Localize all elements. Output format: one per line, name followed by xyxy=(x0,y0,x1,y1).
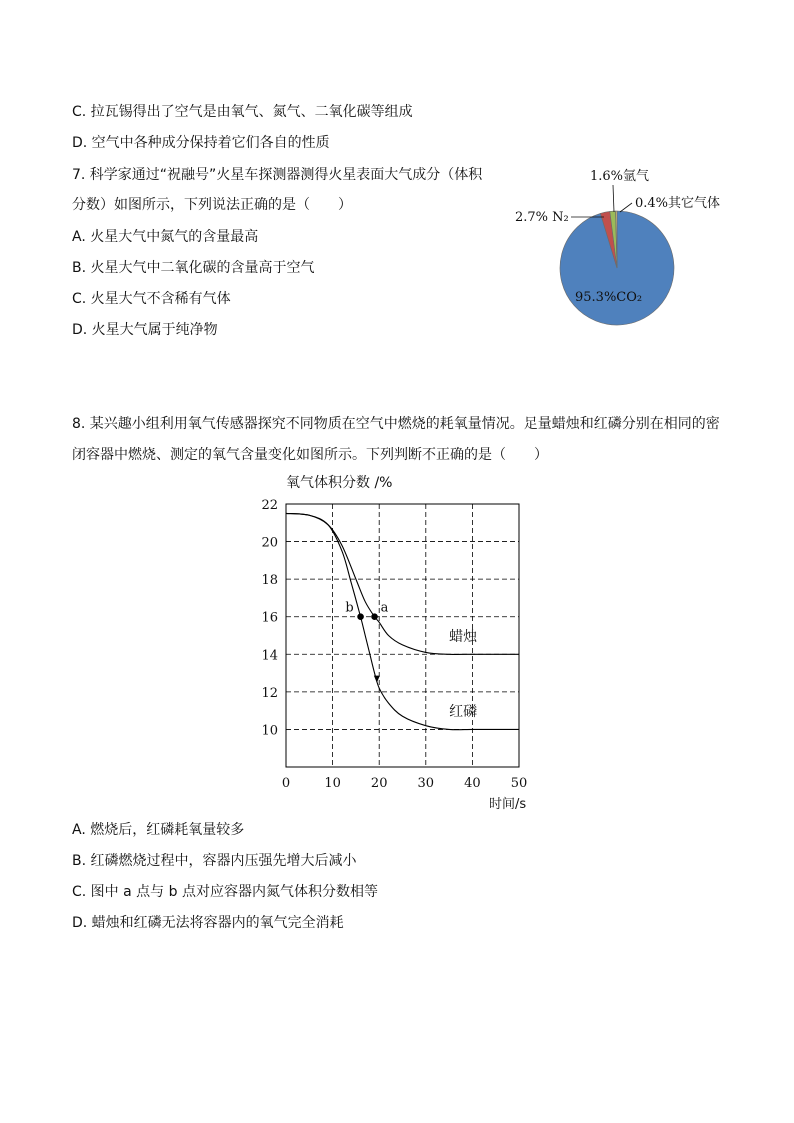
x-tick-label: 50 xyxy=(510,776,528,791)
y-tick-label: 12 xyxy=(261,685,278,701)
q8-option-c: C. 图中 a 点与 b 点对应容器内氮气体积分数相等 xyxy=(72,884,378,900)
y-tick-label: 18 xyxy=(261,573,278,589)
y-axis-label: 氧气体积分数 /% xyxy=(286,475,393,491)
point-a xyxy=(371,613,378,620)
q6-option-c: C. 拉瓦锡得出了空气是由氧气、氮气、二氧化碳等组成 xyxy=(72,104,413,120)
x-axis-label: 时间/s xyxy=(489,797,527,812)
q7-option-c: C. 火星大气不含稀有气体 xyxy=(72,291,231,307)
y-tick-label: 10 xyxy=(261,723,278,739)
q8-option-b: B. 红磷燃烧过程中，容器内压强先增大后减小 xyxy=(72,853,357,869)
x-tick-label: 10 xyxy=(324,776,341,791)
graph-svg xyxy=(245,467,545,812)
y-tick-label: 16 xyxy=(261,610,278,626)
point-b xyxy=(357,613,364,620)
point-label-a: a xyxy=(380,600,389,616)
q8-option-a: A. 燃烧后，红磷耗氧量较多 xyxy=(72,822,245,838)
q8-stem-line1: 8. 某兴趣小组利用氧气传感器探究不同物质在空气中燃烧的耗氧量情况。足量蜡烛和红磷分别在相同的密 xyxy=(72,416,720,432)
series-label-1: 红磷 xyxy=(449,704,478,721)
series-line-0 xyxy=(286,513,519,654)
q7-option-b: B. 火星大气中二氧化碳的含量高于空气 xyxy=(72,260,315,276)
point-label-b: b xyxy=(345,600,354,616)
q7-stem-line2: 分数）如图所示，下列说法正确的是（ ） xyxy=(72,197,352,213)
q8-stem-line2: 闭容器中燃烧、测定的氧气含量变化如图所示。下列判断不正确的是（ ） xyxy=(72,447,548,463)
pie-label-other: 0.4%其它气体 xyxy=(635,196,721,211)
pie-leader-other xyxy=(620,203,632,212)
q7-stem-line1: 7. 科学家通过“祝融号”火星车探测器测得火星表面大气成分（体积 xyxy=(72,167,483,183)
pie-label-n2: 2.7% N₂ xyxy=(515,210,569,225)
q8-option-d: D. 蜡烛和红磷无法将容器内的氧气完全消耗 xyxy=(72,915,344,931)
q7-option-d: D. 火星大气属于纯净物 xyxy=(72,322,218,338)
x-tick-label: 30 xyxy=(417,776,435,791)
y-tick-label: 22 xyxy=(261,498,278,513)
y-tick-label: 14 xyxy=(261,648,278,664)
plot-frame xyxy=(286,504,519,767)
pie-label-ar: 1.6%氩气 xyxy=(590,169,650,184)
pie-svg xyxy=(505,160,794,340)
y-tick-label: 20 xyxy=(261,535,278,551)
x-tick-label: 20 xyxy=(370,776,388,791)
pie-leader-ar xyxy=(613,185,614,212)
x-tick-label: 40 xyxy=(464,776,481,791)
x-tick-label: 0 xyxy=(281,776,291,791)
mars-atmosphere-pie-chart xyxy=(505,160,794,340)
pie-label-co2: 95.3%CO₂ xyxy=(575,290,643,305)
series-label-0: 蜡烛 xyxy=(449,629,478,646)
q7-option-a: A. 火星大气中氮气的含量最高 xyxy=(72,229,259,245)
oxygen-content-line-chart xyxy=(245,467,545,812)
series-line-1 xyxy=(286,513,519,729)
q6-option-d: D. 空气中各种成分保持着它们各自的性质 xyxy=(72,135,330,151)
